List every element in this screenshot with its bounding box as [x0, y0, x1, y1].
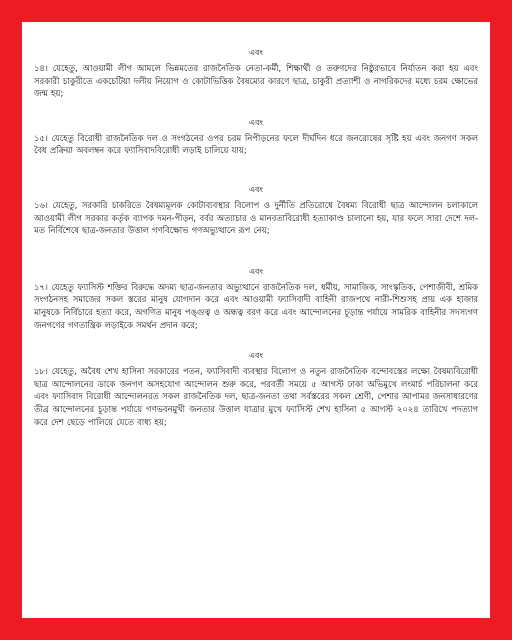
- separator-and: এবং: [249, 266, 263, 276]
- clause-15: ১৫। যেহেতু বিরোধী রাজনৈতিক দল ও সংগঠনের ওপর চরম নিপীড়নের ফলে দীর্ঘদিন ধরে জনরোষের সৃষ্টি হয় এবং জনগণ সকল বৈধ প্রক্রিয়া অবলম্বন করে ফ্যাসিবাদবিরোধী লড়াই চালিয়ে যায়;: [34, 132, 478, 156]
- clause-17: ১৭। যেহেতু ফ্যাসিস্ট শক্তির বিরুদ্ধে অদম্য ছাত্র-জনতার অভ্যুত্থানে রাজনৈতিক দল, ধর্মীয়, সামাজিক, সাংস্কৃতিক, পেশাজীবী, শ্রমিক সংগঠনসহ সমাজের সকল স্তরের মানুষ যোগদান করে এবং আওয়ামী ফ্যাসিবাদী বাহিনী রাজপথে নারী-শিশুসহ প্রায় এক হাজার মানুষকে নির্বিচারে হত্যা করে, অগণিত মানুষ পঙ্গুত্ব ও অন্ধত্ব বরণ করে এবং আন্দোলনের চূড়ান্ত পর্যায়ে সামরিক বাহিনীর সদস্যগণ জনগণের গণতান্ত্রিক লড়াইকে সমর্থন প্রদান করে;: [34, 281, 478, 330]
- document-page: [22, 22, 490, 618]
- clause-18: ১৮। যেহেতু, অবৈধ শেখ হাসিনা সরকারের পতন, ফ্যাসিবাদী ব্যবস্থার বিলোপ ও নতুন রাজনৈতিক বন্দোবস্তের লক্ষ্যে বৈষম্যবিরোধী ছাত্র আন্দোলনের ডাকে জনগণ অসহযোগ আন্দোলন শুরু করে, পরবর্তী সময়ে ৫ আগস্ট ঢাকা অভিমুখে লংমার্চ পরিচালনা করে এবং ফ্যাসিবাদ বিরোধী আন্দোলনরত সকল রাজনৈতিক দল, ছাত্র-জনতা তথা সর্বস্তরের সকল শ্রেণী, পেশার আপামর জনসাধারণের তীব্র আন্দোলনের চূড়ান্ত পর্যায়ে গণভবনমুখী জনতার উত্তাল যাত্রার মুখে ফ্যাসিস্ট শেখ হাসিনা ৫ আগস্ট ২০২৪ তারিখে পদত্যাগ করে দেশ ছেড়ে পালিয়ে যেতে বাধ্য হয়;: [34, 366, 478, 427]
- separator-and: এবং: [249, 184, 263, 194]
- clause-16: ১৬। যেহেতু, সরকারি চাকরিতে বৈষম্যমূলক কোটাব্যবস্থার বিলোপ ও দুর্নীতি প্রতিরোধে বৈষম্য বিরোধী ছাত্র আন্দোলন চলাকালে আওয়ামী লীগ সরকার কর্তৃক ব্যাপক দমন-পীড়ন, বর্বর অত্যাচার ও মানবতাবিরোধী হত্যাকাণ্ড চালানো হয়, যার ফলে সারা দেশে দল-মত নির্বিশেষে ছাত্র-জনতার উত্তাল গণবিক্ষোভ গণঅভ্যুত্থানে রূপ নেয়;: [34, 199, 478, 236]
- clause-14: ১৪। যেহেতু, আওয়ামী লীগ আমলে ভিন্নমতের রাজনৈতিক নেতা-কর্মী, শিক্ষার্থী ও তরুণদের নিষ্ঠুরভাবে নির্যাতন করা হয় এবং সরকারী চাকুরীতে একচেটিয়া দলীয় নিয়োগ ও কোটাভিত্তিক বৈষম্যের কারণে ছাত্র, চাকুরী প্রত্যাশী ও নাগরিকদের মধ্যে চরম ক্ষোভের জন্ম হয়;: [34, 63, 478, 99]
- separator-and: এবং: [249, 351, 263, 361]
- separator-and: এবং: [249, 117, 263, 127]
- separator-and: এবং: [249, 48, 263, 57]
